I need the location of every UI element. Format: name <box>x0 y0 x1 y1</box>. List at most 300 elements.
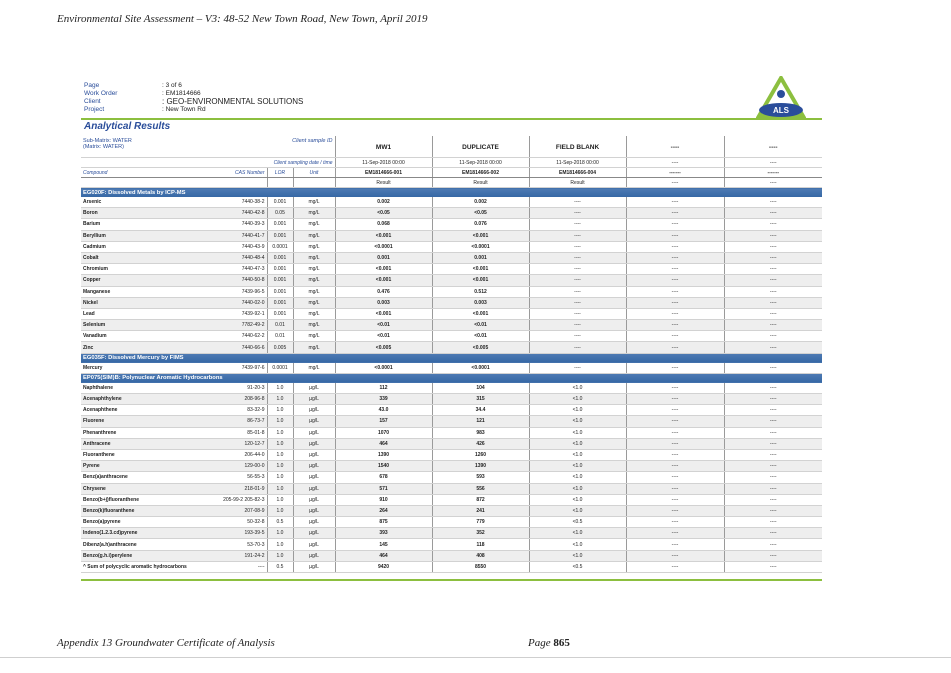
sampling-date: 11-Sep-2018 00:00 <box>335 158 432 168</box>
result-cell: <1.0 <box>529 427 626 438</box>
cas-cell: 193-39-5 <box>199 528 267 539</box>
footer-divider <box>81 579 822 581</box>
cas-cell: 191-24-2 <box>199 550 267 561</box>
cas-cell: 7440-43-9 <box>199 241 267 252</box>
cas-cell: 56-55-3 <box>199 472 267 483</box>
result-cell: ---- <box>626 252 724 263</box>
result-cell: ---- <box>626 197 724 208</box>
result-cell: 0.068 <box>335 219 432 230</box>
result-cell: ---- <box>724 230 822 241</box>
cas-cell: 53-70-3 <box>199 539 267 550</box>
result-cell: ---- <box>529 297 626 308</box>
result-cell: ---- <box>626 230 724 241</box>
compound-cell: Benz(a)anthracene <box>81 472 199 483</box>
result-cell: ---- <box>724 331 822 342</box>
result-cell: ---- <box>724 208 822 219</box>
result-cell: <0.05 <box>432 208 529 219</box>
result-cell: ---- <box>724 308 822 319</box>
section-title: EP075(SIM)B: Polynuclear Aromatic Hydrocarbons <box>81 373 822 383</box>
result-label: Result <box>432 178 529 188</box>
lor-cell: 1.0 <box>267 449 293 460</box>
result-cell: <0.0001 <box>335 241 432 252</box>
lor-cell: 0.001 <box>267 264 293 275</box>
result-cell: ---- <box>626 297 724 308</box>
result-cell: ---- <box>724 528 822 539</box>
result-cell: ---- <box>724 494 822 505</box>
result-cell: 0.003 <box>432 297 529 308</box>
result-cell: 145 <box>335 539 432 550</box>
sample-id-header: MW1 <box>335 136 432 158</box>
compound-cell: Cadmium <box>81 241 199 252</box>
compound-cell: Benzo(b+j)fluoranthene <box>81 494 199 505</box>
unit-cell: µg/L <box>293 461 335 472</box>
table-row <box>81 483 822 494</box>
lab-id: EM1814666-001 <box>335 168 432 178</box>
unit-cell: mg/L <box>293 297 335 308</box>
result-cell: 1390 <box>335 449 432 460</box>
unit-cell: µg/L <box>293 483 335 494</box>
section-header <box>81 188 822 198</box>
cas-cell: 7439-92-1 <box>199 308 267 319</box>
unit-cell: mg/L <box>293 208 335 219</box>
result-cell: ---- <box>724 252 822 263</box>
compound-cell: Dibenz(a.h)anthracene <box>81 539 199 550</box>
section-title: EG035F: Dissolved Mercury by FIMS <box>81 353 822 363</box>
table-row <box>81 363 822 374</box>
lor-cell: 1.0 <box>267 438 293 449</box>
result-cell: 779 <box>432 517 529 528</box>
sampling-date: ---- <box>724 158 822 168</box>
result-cell: 0.001 <box>432 252 529 263</box>
table-row <box>81 505 822 516</box>
compound-cell: Copper <box>81 275 199 286</box>
compound-cell: Selenium <box>81 320 199 331</box>
result-cell: 910 <box>335 494 432 505</box>
compound-cell: Benzo(k)fluoranthene <box>81 505 199 516</box>
result-cell: 0.512 <box>432 286 529 297</box>
result-cell: ---- <box>529 241 626 252</box>
table-row <box>81 416 822 427</box>
sample-id-header: ---- <box>626 136 724 158</box>
result-cell: 157 <box>335 416 432 427</box>
table-row <box>81 208 822 219</box>
lor-cell: 1.0 <box>267 505 293 516</box>
unit-cell: mg/L <box>293 252 335 263</box>
result-cell: ---- <box>724 472 822 483</box>
result-cell: ---- <box>724 197 822 208</box>
result-cell: ---- <box>724 320 822 331</box>
result-cell: ---- <box>626 494 724 505</box>
result-cell: ---- <box>626 528 724 539</box>
result-cell: 0.001 <box>335 252 432 263</box>
document-header: Environmental Site Assessment – V3: 48-52 New Town Road, New Town, April 2019 <box>57 13 428 25</box>
result-cell: ---- <box>626 394 724 405</box>
lor-cell: 0.001 <box>267 252 293 263</box>
section-header <box>81 373 822 383</box>
cas-cell: 7440-50-8 <box>199 275 267 286</box>
result-cell: ---- <box>529 219 626 230</box>
result-cell: 464 <box>335 550 432 561</box>
lor-cell: 1.0 <box>267 550 293 561</box>
result-cell: <0.001 <box>432 308 529 319</box>
result-cell: ---- <box>626 461 724 472</box>
cas-header: CAS Number <box>199 168 267 178</box>
cas-cell: 218-01-9 <box>199 483 267 494</box>
unit-cell: mg/L <box>293 197 335 208</box>
lor-cell: 0.001 <box>267 275 293 286</box>
sampling-date-label: Client sampling date / time <box>199 158 335 168</box>
report-metadata <box>84 82 303 114</box>
result-cell: <0.01 <box>432 331 529 342</box>
unit-cell: mg/L <box>293 241 335 252</box>
lor-cell: 1.0 <box>267 427 293 438</box>
result-cell: 464 <box>335 438 432 449</box>
result-cell: 1260 <box>432 449 529 460</box>
cas-cell: 7440-42-8 <box>199 208 267 219</box>
unit-cell: mg/L <box>293 363 335 374</box>
lor-cell: 0.05 <box>267 208 293 219</box>
result-cell: 0.002 <box>335 197 432 208</box>
result-cell: ---- <box>626 427 724 438</box>
result-cell: ---- <box>626 219 724 230</box>
cas-cell: 85-01-8 <box>199 427 267 438</box>
compound-cell: Phenanthrene <box>81 427 199 438</box>
table-row <box>81 405 822 416</box>
result-label: Result <box>529 178 626 188</box>
result-cell: ---- <box>626 208 724 219</box>
compound-cell: Pyrene <box>81 461 199 472</box>
result-cell: <0.001 <box>335 230 432 241</box>
result-cell: ---- <box>724 550 822 561</box>
sample-id-header: FIELD BLANK <box>529 136 626 158</box>
table-row <box>81 264 822 275</box>
result-cell: ---- <box>626 561 724 572</box>
lor-cell: 0.001 <box>267 230 293 241</box>
meta-value: : EM1814666 <box>162 90 201 97</box>
result-cell: 1390 <box>432 461 529 472</box>
table-row <box>81 331 822 342</box>
compound-cell: Zinc <box>81 342 199 353</box>
result-cell: ---- <box>626 416 724 427</box>
result-cell: ---- <box>724 286 822 297</box>
result-cell: 1070 <box>335 427 432 438</box>
cas-cell: 7439-96-5 <box>199 286 267 297</box>
table-row <box>81 230 822 241</box>
page-title: Analytical Results <box>84 121 171 132</box>
compound-cell: Indeno(1.2.3.cd)pyrene <box>81 528 199 539</box>
result-cell: <1.0 <box>529 550 626 561</box>
result-cell: ---- <box>724 449 822 460</box>
footer-caption: Appendix 13 Groundwater Certificate of Analysis <box>57 637 275 649</box>
table-row <box>81 528 822 539</box>
sample-id-header: ---- <box>724 136 822 158</box>
result-cell: ---- <box>626 449 724 460</box>
section-header <box>81 353 822 363</box>
meta-value: : New Town Rd <box>162 106 206 113</box>
unit-cell: µg/L <box>293 550 335 561</box>
meta-label: Page <box>84 82 100 89</box>
result-cell: ---- <box>626 320 724 331</box>
table-row <box>81 517 822 528</box>
result-cell: ---- <box>724 342 822 353</box>
compound-cell: Beryllium <box>81 230 199 241</box>
lab-id: EM1814666-002 <box>432 168 529 178</box>
table-row <box>81 449 822 460</box>
compound-cell: Manganese <box>81 286 199 297</box>
result-cell: <0.001 <box>432 230 529 241</box>
result-cell: ---- <box>724 561 822 572</box>
result-cell: 875 <box>335 517 432 528</box>
cas-cell: ---- <box>199 561 267 572</box>
lor-cell: 1.0 <box>267 394 293 405</box>
table-row <box>81 342 822 353</box>
result-cell: ---- <box>529 230 626 241</box>
result-cell: 593 <box>432 472 529 483</box>
table-row <box>81 320 822 331</box>
result-cell: 118 <box>432 539 529 550</box>
compound-cell: Anthracene <box>81 438 199 449</box>
unit-cell: mg/L <box>293 264 335 275</box>
table-row <box>81 241 822 252</box>
result-cell: ---- <box>529 197 626 208</box>
cas-cell: 91-20-3 <box>199 383 267 394</box>
lor-cell: 1.0 <box>267 383 293 394</box>
result-cell: <1.0 <box>529 438 626 449</box>
table-row <box>81 539 822 550</box>
cas-cell: 7440-48-4 <box>199 252 267 263</box>
result-cell: 43.0 <box>335 405 432 416</box>
section-title: EG020F: Dissolved Metals by ICP-MS <box>81 188 822 198</box>
result-cell: ---- <box>626 286 724 297</box>
result-cell: ---- <box>724 416 822 427</box>
result-cell: <1.0 <box>529 505 626 516</box>
result-cell: <0.01 <box>335 331 432 342</box>
table-row <box>81 461 822 472</box>
result-cell: ---- <box>529 275 626 286</box>
lor-cell: 0.5 <box>267 517 293 528</box>
lor-cell: 1.0 <box>267 461 293 472</box>
lor-cell: 0.005 <box>267 342 293 353</box>
results-table <box>81 136 822 573</box>
unit-cell: mg/L <box>293 275 335 286</box>
unit-cell: µg/L <box>293 394 335 405</box>
result-cell: <1.0 <box>529 449 626 460</box>
cas-cell: 7440-38-2 <box>199 197 267 208</box>
compound-cell: Acenaphthylene <box>81 394 199 405</box>
result-cell: <1.0 <box>529 472 626 483</box>
unit-cell: µg/L <box>293 517 335 528</box>
result-cell: <0.01 <box>335 320 432 331</box>
result-cell: ---- <box>626 505 724 516</box>
result-cell: ---- <box>626 438 724 449</box>
cas-cell: 207-08-9 <box>199 505 267 516</box>
compound-cell: Fluoranthene <box>81 449 199 460</box>
table-row <box>81 308 822 319</box>
sampling-date: ---- <box>626 158 724 168</box>
result-cell: <0.001 <box>432 275 529 286</box>
result-cell: ---- <box>724 275 822 286</box>
table-row <box>81 550 822 561</box>
result-cell: <0.5 <box>529 517 626 528</box>
compound-cell: Acenaphthene <box>81 405 199 416</box>
result-cell: ---- <box>724 297 822 308</box>
cas-cell: 7440-02-0 <box>199 297 267 308</box>
unit-cell: µg/L <box>293 494 335 505</box>
table-row <box>81 427 822 438</box>
unit-cell: µg/L <box>293 449 335 460</box>
result-cell: ---- <box>529 331 626 342</box>
lor-cell: 0.0001 <box>267 363 293 374</box>
lor-cell: 0.01 <box>267 320 293 331</box>
result-cell: ---- <box>626 472 724 483</box>
cas-cell: 7440-47-3 <box>199 264 267 275</box>
result-cell: ---- <box>724 483 822 494</box>
result-cell: <0.0001 <box>335 363 432 374</box>
lor-cell: 1.0 <box>267 405 293 416</box>
lor-cell: 0.001 <box>267 197 293 208</box>
lor-cell: 0.001 <box>267 297 293 308</box>
compound-cell: Lead <box>81 308 199 319</box>
client-sample-id-label: Client sample ID <box>267 136 335 158</box>
header-divider <box>81 118 822 120</box>
result-cell: ---- <box>626 550 724 561</box>
table-row <box>81 383 822 394</box>
result-cell: ---- <box>626 539 724 550</box>
compound-cell: Fluorene <box>81 416 199 427</box>
result-cell: ---- <box>626 342 724 353</box>
result-cell: 426 <box>432 438 529 449</box>
unit-cell: µg/L <box>293 438 335 449</box>
footer-page <box>528 637 570 649</box>
result-cell: 352 <box>432 528 529 539</box>
result-cell: ---- <box>724 427 822 438</box>
result-cell: <0.0001 <box>432 241 529 252</box>
compound-cell: ^ Sum of polycyclic aromatic hydrocarbons <box>81 561 199 572</box>
sample-id-header: DUPLICATE <box>432 136 529 158</box>
table-row <box>81 561 822 572</box>
result-cell: 556 <box>432 483 529 494</box>
compound-header: Compound <box>81 168 199 178</box>
lor-cell: 0.5 <box>267 561 293 572</box>
result-cell: ---- <box>626 241 724 252</box>
page-label: Page <box>528 637 551 649</box>
als-logo <box>756 76 806 120</box>
result-cell: <1.0 <box>529 405 626 416</box>
unit-cell: µg/L <box>293 427 335 438</box>
result-cell: ---- <box>529 320 626 331</box>
result-cell: 872 <box>432 494 529 505</box>
compound-cell: Chrysene <box>81 483 199 494</box>
result-cell: ---- <box>724 383 822 394</box>
result-cell: ---- <box>626 331 724 342</box>
result-cell: <0.001 <box>335 275 432 286</box>
table-row <box>81 494 822 505</box>
result-cell: ---- <box>724 264 822 275</box>
unit-cell: µg/L <box>293 539 335 550</box>
result-cell: <0.01 <box>432 320 529 331</box>
result-cell: ---- <box>626 383 724 394</box>
unit-cell: mg/L <box>293 286 335 297</box>
cas-cell: 7440-41-7 <box>199 230 267 241</box>
result-cell: ---- <box>724 394 822 405</box>
result-cell: 1540 <box>335 461 432 472</box>
result-cell: ---- <box>529 264 626 275</box>
unit-cell: µg/L <box>293 472 335 483</box>
lor-cell: 1.0 <box>267 416 293 427</box>
unit-cell: µg/L <box>293 383 335 394</box>
result-cell: ---- <box>529 308 626 319</box>
result-cell: ---- <box>626 275 724 286</box>
result-cell: 241 <box>432 505 529 516</box>
result-cell: <1.0 <box>529 394 626 405</box>
result-cell: ---- <box>626 483 724 494</box>
result-cell: <1.0 <box>529 383 626 394</box>
meta-label: Work Order <box>84 90 118 97</box>
result-cell: ---- <box>724 539 822 550</box>
result-cell: ---- <box>724 219 822 230</box>
table-row <box>81 219 822 230</box>
unit-cell: mg/L <box>293 331 335 342</box>
result-cell: <0.0001 <box>432 363 529 374</box>
result-cell: <0.001 <box>335 264 432 275</box>
unit-cell: µg/L <box>293 561 335 572</box>
result-label: ---- <box>724 178 822 188</box>
result-cell: <0.001 <box>432 264 529 275</box>
matrix-cell <box>81 136 267 158</box>
lab-id: ------- <box>724 168 822 178</box>
lor-header: LOR <box>267 168 293 178</box>
lab-id: EM1814666-004 <box>529 168 626 178</box>
result-cell: <1.0 <box>529 494 626 505</box>
unit-cell: µg/L <box>293 416 335 427</box>
unit-cell: mg/L <box>293 219 335 230</box>
unit-header: Unit <box>293 168 335 178</box>
cas-cell: 205-99-2 205-82-3 <box>199 494 267 505</box>
table-row <box>81 197 822 208</box>
sub-matrix-label: Sub-Matrix: WATER <box>83 138 132 144</box>
cas-cell: 129-00-0 <box>199 461 267 472</box>
unit-cell: mg/L <box>293 342 335 353</box>
result-cell: ---- <box>529 342 626 353</box>
result-cell: ---- <box>724 241 822 252</box>
result-cell: <0.005 <box>432 342 529 353</box>
result-cell: ---- <box>724 438 822 449</box>
compound-cell: Nickel <box>81 297 199 308</box>
unit-cell: µg/L <box>293 405 335 416</box>
cas-cell: 120-12-7 <box>199 438 267 449</box>
sampling-date: 11-Sep-2018 00:00 <box>432 158 529 168</box>
compound-cell: Mercury <box>81 363 199 374</box>
lab-id: ------- <box>626 168 724 178</box>
result-cell: <1.0 <box>529 461 626 472</box>
result-cell: <1.0 <box>529 539 626 550</box>
matrix-label: (Matrix: WATER) <box>83 144 124 150</box>
sampling-date: 11-Sep-2018 00:00 <box>529 158 626 168</box>
result-cell: <1.0 <box>529 416 626 427</box>
result-cell: 678 <box>335 472 432 483</box>
cas-cell: 7439-97-6 <box>199 363 267 374</box>
lor-cell: 1.0 <box>267 472 293 483</box>
lor-cell: 0.01 <box>267 331 293 342</box>
compound-cell: Chromium <box>81 264 199 275</box>
table-row <box>81 472 822 483</box>
result-cell: 264 <box>335 505 432 516</box>
cas-cell: 50-32-8 <box>199 517 267 528</box>
result-cell: 0.002 <box>432 197 529 208</box>
page-number: 865 <box>553 637 570 649</box>
meta-value: : GEO-ENVIRONMENTAL SOLUTIONS <box>162 97 304 106</box>
result-cell: ---- <box>724 517 822 528</box>
